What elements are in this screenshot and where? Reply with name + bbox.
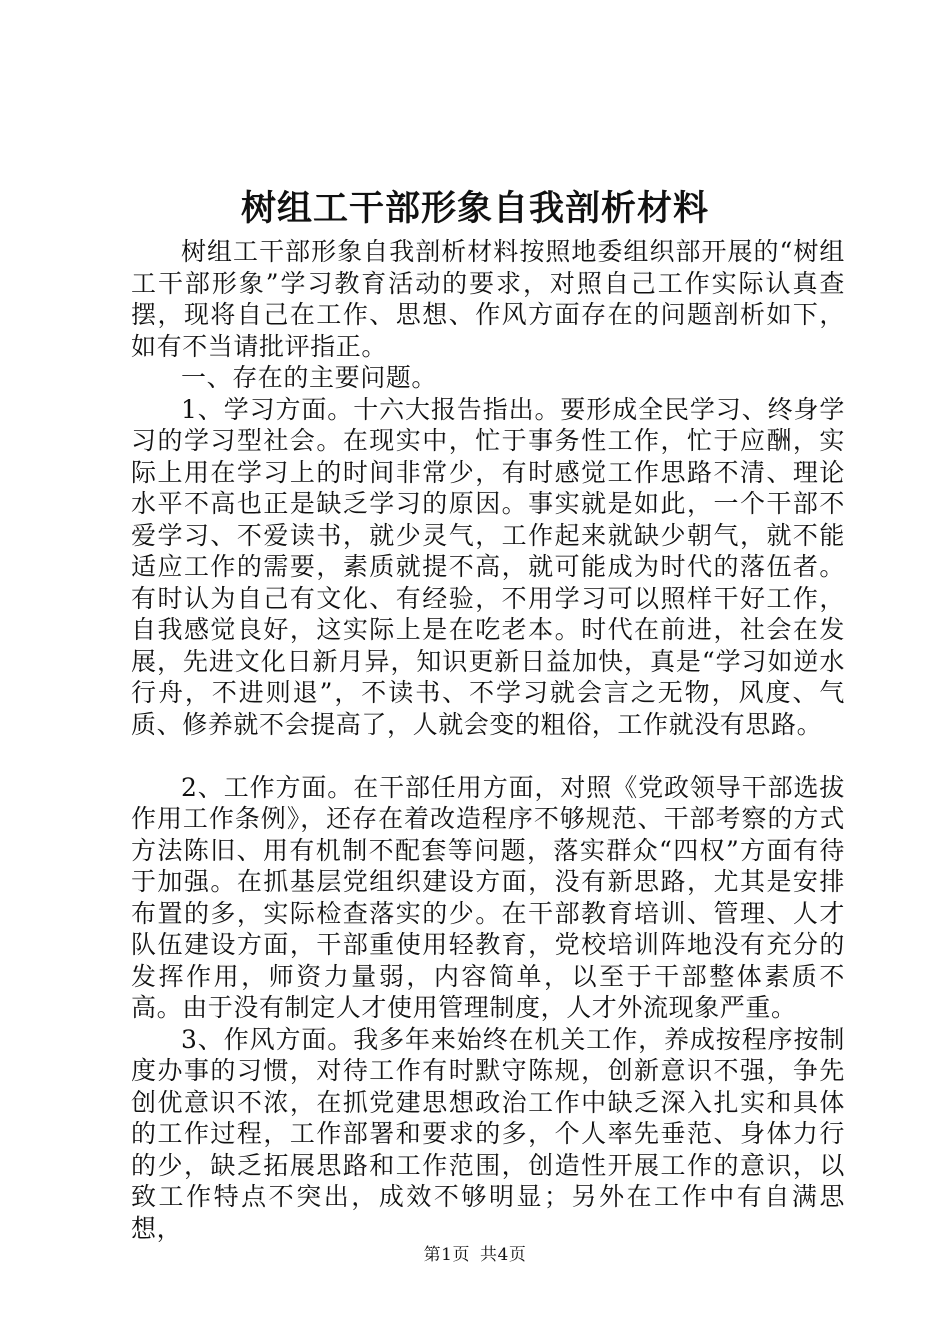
- section-heading-main-problems: 一、存在的主要问题。: [181, 363, 438, 392]
- paragraph-study: 1、学习方面。十六大报告指出。要形成全民学习、终身学习的学习型社会。在现实中，忙于事务性工作，忙于应酬，实际上用在学习上的时间非常少，有时感觉工作思路不清、理论水平不高也正是缺乏学习的原因。事实就是如此，一个干部不爱学习、不爱读书，就少灵气，工作起来就缺少朝气，就不能适应工作的需要，素质就提不高，就可能成为时代的落伍者。有时认为自己有文化、有经验，不用学习可以照样干好工作，自我感觉良好，这实际上是在吃老本。时代在前进，社会在发展，先进文化日新月异，知识更新日益加快，真是“学习如逆水行舟，不进则退”，不读书、不学习就会言之无物，风度、气质、修养就不会提高了，人就会变的粗俗，工作就没有思路。: [131, 394, 845, 739]
- page-total: 共4页: [480, 1245, 527, 1265]
- document-body: [131, 236, 845, 1244]
- paragraph-style: 3、作风方面。我多年来始终在机关工作，养成按程序按制度办事的习惯，对待工作有时默守陈规，创新意识不强，争先创优意识不浓，在抓党建思想政治工作中缺乏深入扎实和具体的工作过程，工作部署和要求的多，个人率先垂范、身体力行的少，缺乏拓展思路和工作范围，创造性开展工作的意识，以致工作特点不突出，成效不够明显；另外在工作中有自满思想，: [131, 1024, 845, 1243]
- page-number: 第1页: [423, 1245, 470, 1265]
- paragraph-intro: 树组工干部形象自我剖析材料按照地委组织部开展的“树组工干部形象”学习教育活动的要求，对照自己工作实际认真查摆，现将自己在工作、思想、作风方面存在的问题剖析如下，如有不当请批评指正。: [131, 237, 845, 361]
- paragraph-spacer: [131, 740, 845, 772]
- paragraph-work: 2、工作方面。在干部任用方面，对照《党政领导干部选拔作用工作条例》，还存在着改造程序不够规范、干部考察的方式方法陈旧、用有机制不配套等问题，落实群众“四权”方面有待于加强。在抓基层党组织建设方面，没有新思路，尤其是安排布置的多，实际检查落实的少。在干部教育培训、管理、人才队伍建设方面，干部重使用轻教育，党校培训阵地没有充分的发挥作用，师资力量弱，内容简单，以至于干部整体素质不高。由于没有制定人才使用管理制度，人才外流现象严重。: [131, 772, 845, 1022]
- page-footer: [0, 1243, 950, 1267]
- document-title: 树组工干部形象自我剖析材料: [240, 188, 709, 229]
